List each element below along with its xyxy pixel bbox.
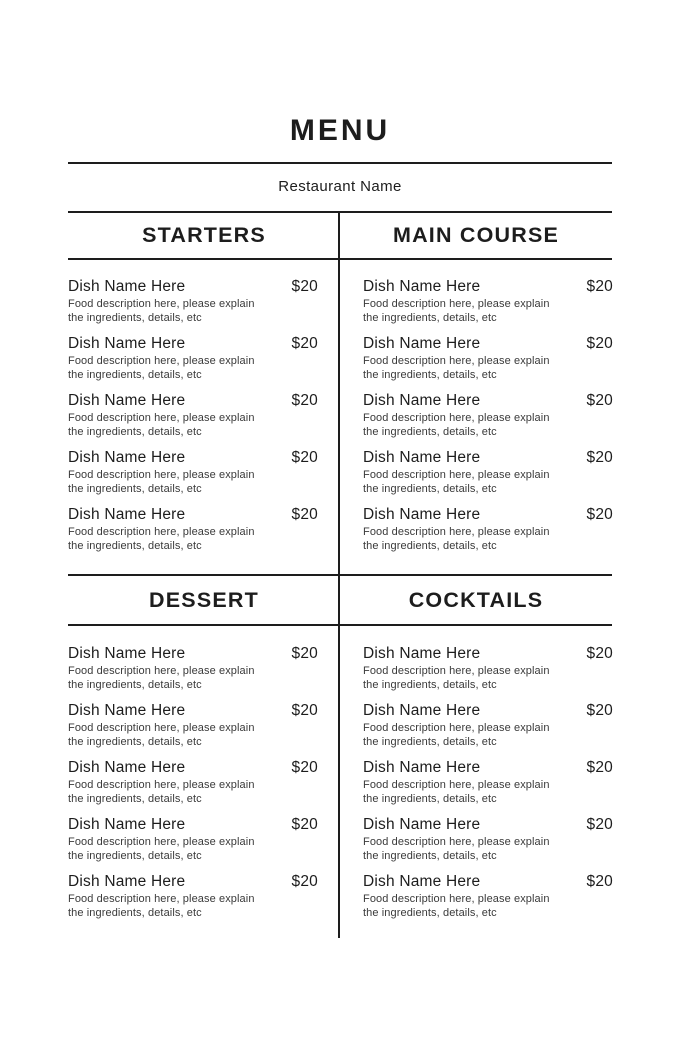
dish-header (363, 334, 613, 353)
dish-name: Dish Name Here (68, 645, 186, 662)
section-column-dessert (68, 644, 318, 929)
dish-header (363, 644, 613, 663)
menu-item (68, 277, 318, 334)
menu-item (68, 391, 318, 448)
menu-item (363, 334, 613, 391)
dish-description: Food description here, please explain the ingredients, details, etc (363, 665, 550, 691)
dish-description: Food description here, please explain the ingredients, details, etc (363, 412, 550, 438)
restaurant-name: Restaurant Name (278, 178, 402, 195)
dish-price: $20 (586, 702, 613, 719)
menu-item (363, 391, 613, 448)
menu-item (68, 644, 318, 701)
dish-description: Food description here, please explain the ingredients, details, etc (363, 469, 550, 495)
dish-price: $20 (291, 873, 318, 890)
dish-price: $20 (586, 278, 613, 295)
dish-price: $20 (291, 506, 318, 523)
section-header-main-course: MAIN COURSE (392, 223, 560, 247)
dish-name: Dish Name Here (363, 449, 481, 466)
divider-under-top-section-headers (68, 258, 612, 260)
section-column-cocktails (363, 644, 613, 929)
menu-item (68, 758, 318, 815)
dish-price: $20 (586, 506, 613, 523)
dish-name: Dish Name Here (363, 759, 481, 776)
dish-description: Food description here, please explain the ingredients, details, etc (68, 893, 255, 919)
menu-item (363, 872, 613, 929)
dish-name: Dish Name Here (68, 449, 186, 466)
dish-price: $20 (586, 759, 613, 776)
dish-price: $20 (586, 645, 613, 662)
dish-price: $20 (586, 335, 613, 352)
dish-header (68, 334, 318, 353)
menu-item (363, 448, 613, 505)
dish-description: Food description here, please explain the ingredients, details, etc (68, 298, 255, 324)
menu-item (68, 872, 318, 929)
dish-price: $20 (291, 335, 318, 352)
menu-item (363, 644, 613, 701)
dish-name: Dish Name Here (363, 873, 481, 890)
dish-header (363, 758, 613, 777)
column-divider (338, 211, 340, 938)
menu-item (68, 815, 318, 872)
dish-name: Dish Name Here (68, 278, 186, 295)
dish-name: Dish Name Here (68, 506, 186, 523)
dish-header (68, 644, 318, 663)
dish-header (363, 391, 613, 410)
section-header-dessert: DESSERT (149, 587, 259, 612)
dish-header (68, 872, 318, 891)
dish-description: Food description here, please explain the ingredients, details, etc (68, 722, 255, 748)
menu-item (363, 758, 613, 815)
dish-header (68, 815, 318, 834)
menu-item (363, 505, 613, 562)
dish-price: $20 (291, 278, 318, 295)
dish-description: Food description here, please explain the ingredients, details, etc (363, 779, 550, 805)
dish-price: $20 (291, 392, 318, 409)
dish-price: $20 (586, 449, 613, 466)
dish-name: Dish Name Here (68, 873, 186, 890)
section-header-cocktails: COCKTAILS (408, 587, 544, 612)
dish-header (68, 701, 318, 720)
dish-name: Dish Name Here (68, 392, 186, 409)
menu-item (68, 505, 318, 562)
dish-description: Food description here, please explain the ingredients, details, etc (68, 526, 255, 552)
dish-header (68, 758, 318, 777)
dish-price: $20 (291, 449, 318, 466)
dish-description: Food description here, please explain the ingredients, details, etc (363, 893, 550, 919)
dish-header (363, 448, 613, 467)
dish-description: Food description here, please explain the ingredients, details, etc (68, 665, 255, 691)
dish-header (68, 391, 318, 410)
dish-name: Dish Name Here (363, 335, 481, 352)
dish-description: Food description here, please explain the ingredients, details, etc (68, 469, 255, 495)
dish-description: Food description here, please explain the ingredients, details, etc (68, 412, 255, 438)
menu-item (363, 277, 613, 334)
section-column-main-course (363, 277, 613, 562)
menu-item (68, 448, 318, 505)
dish-price: $20 (586, 816, 613, 833)
dish-description: Food description here, please explain the ingredients, details, etc (68, 779, 255, 805)
dish-name: Dish Name Here (68, 335, 186, 352)
dish-name: Dish Name Here (363, 816, 481, 833)
dish-name: Dish Name Here (68, 759, 186, 776)
dish-price: $20 (586, 873, 613, 890)
dish-header (68, 505, 318, 524)
menu-item (68, 701, 318, 758)
dish-header (363, 815, 613, 834)
section-header-row-top (68, 213, 612, 258)
dish-name: Dish Name Here (363, 392, 481, 409)
section-header-starters: STARTERS (142, 223, 266, 247)
menu-item (68, 334, 318, 391)
dish-description: Food description here, please explain the ingredients, details, etc (363, 722, 550, 748)
dish-description: Food description here, please explain the ingredients, details, etc (363, 355, 550, 381)
menu-item (363, 701, 613, 758)
dish-header (363, 701, 613, 720)
dish-description: Food description here, please explain the ingredients, details, etc (68, 836, 255, 862)
dish-price: $20 (291, 759, 318, 776)
dish-name: Dish Name Here (363, 278, 481, 295)
dish-name: Dish Name Here (363, 645, 481, 662)
dish-description: Food description here, please explain the ingredients, details, etc (68, 355, 255, 381)
divider-under-bottom-section-headers (68, 624, 612, 626)
dish-description: Food description here, please explain the ingredients, details, etc (363, 836, 550, 862)
dish-header (68, 277, 318, 296)
dish-header (363, 872, 613, 891)
divider-under-title (68, 162, 612, 164)
dish-header (363, 277, 613, 296)
dish-price: $20 (586, 392, 613, 409)
section-column-starters (68, 277, 318, 562)
dish-price: $20 (291, 816, 318, 833)
dish-price: $20 (291, 645, 318, 662)
dish-header (363, 505, 613, 524)
dish-name: Dish Name Here (363, 702, 481, 719)
dish-description: Food description here, please explain the ingredients, details, etc (363, 526, 550, 552)
dish-header (68, 448, 318, 467)
section-header-row-bottom (68, 576, 612, 624)
dish-name: Dish Name Here (363, 506, 481, 523)
dish-name: Dish Name Here (68, 702, 186, 719)
dish-name: Dish Name Here (68, 816, 186, 833)
dish-price: $20 (291, 702, 318, 719)
menu-item (363, 815, 613, 872)
menu-title: MENU (289, 114, 391, 147)
dish-description: Food description here, please explain the ingredients, details, etc (363, 298, 550, 324)
